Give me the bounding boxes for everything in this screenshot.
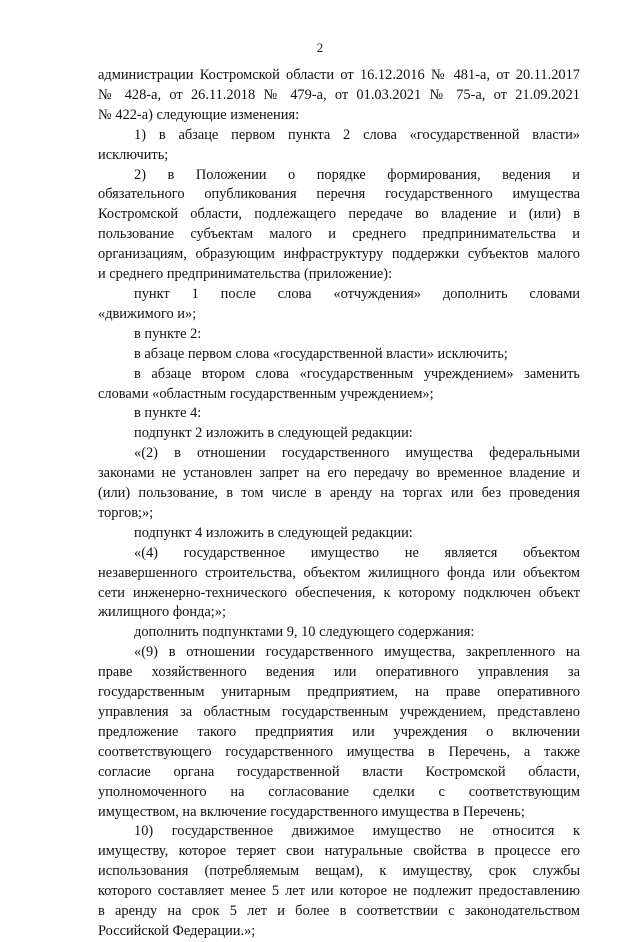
text-line: организациям, образующим инфраструктуру поддержки субъектов малого <box>98 246 580 263</box>
text-line: предложение такого предприятия или учреждения о включении <box>98 723 580 740</box>
text-line: 2) в Положении о порядке формирования, ведения и <box>134 166 580 183</box>
text-line: пункт 1 после слова «отчуждения» дополнить словами <box>134 285 580 302</box>
page-number: 2 <box>316 40 324 55</box>
text-line: 10) государственное движимое имущество не относится к <box>134 823 580 840</box>
text-line: 1) в абзаце первом пункта 2 слова «государственной власти» <box>134 126 580 143</box>
text-line: жилищного фонда;»; <box>98 604 226 621</box>
text-line: пользование субъектам малого и среднего предпринимательства и <box>98 226 580 243</box>
text-line: незавершенного строительства, объектом жилищного фонда или объектом <box>98 564 580 581</box>
text-line: «движимого и»; <box>98 305 197 322</box>
text-line: в абзаце втором слова «государственным учреждением» заменить <box>134 365 580 382</box>
text-line: подпункт 2 изложить в следующей редакции: <box>134 425 413 442</box>
text-line: которого составляет менее 5 лет или которое не подлежит предоставлению <box>98 883 580 900</box>
text-line: в пункте 4: <box>134 405 202 422</box>
text-line: дополнить подпунктами 9, 10 следующего содержания: <box>134 624 475 641</box>
text-line: имуществом, на включение государственного имущества в Перечень; <box>98 803 525 820</box>
text-line: законами не установлен запрет на его передачу во временное владение и <box>98 465 580 482</box>
text-line: «(4) государственное имущество не является объектом <box>134 544 580 561</box>
text-line: сети инженерно-технического обеспечения, к которому подключен объект <box>98 584 580 601</box>
text-line: имуществу, которое теряет свои натуральные свойства в процессе его <box>98 843 580 860</box>
text-line: управления за областным государственным учреждением, представлено <box>98 704 580 720</box>
text-line: согласие органа государственной власти Костромской области, <box>98 763 580 780</box>
text-line: в аренду на срок 5 лет и более в соответствии с законодательством <box>98 903 580 920</box>
text-line: Костромской области, подлежащего передаче во владение и (или) в <box>98 206 580 223</box>
text-line: (или) пользование, в том числе в аренду на торгах или без проведения <box>98 485 580 502</box>
text-line: государственным унитарным предприятием, на праве оперативного <box>98 684 580 701</box>
text-line: «(2) в отношении государственного имущества федеральными <box>134 445 580 462</box>
text-line: администрации Костромской области от 16.12.2016 № 481-а, от 20.11.2017 <box>98 67 580 83</box>
text-line: торгов;»; <box>98 504 154 521</box>
text-line: словами «областным государственным учреждением»; <box>98 385 434 402</box>
document-body <box>98 66 580 942</box>
text-line: «(9) в отношении государственного имущества, закрепленного на <box>134 644 580 661</box>
text-line: исключить; <box>98 146 169 163</box>
text-line: в пункте 2: <box>134 325 202 342</box>
text-line: обязательного опубликования перечня государственного имущества <box>98 186 580 203</box>
text-line: подпункт 4 изложить в следующей редакции: <box>134 524 413 541</box>
text-line: соответствующего государственного имущества в Перечень, а также <box>98 743 580 760</box>
text-line: использования (потребляемым вещам), к имуществу, срок службы <box>98 863 580 880</box>
text-line: и среднего предпринимательства (приложение): <box>98 266 393 283</box>
text-line: Российской Федерации.»; <box>98 922 256 939</box>
text-line: праве хозяйственного ведения или оперативного управления за <box>98 664 580 681</box>
text-line: № 428-а, от 26.11.2018 № 479-а, от 01.03.2021 № 75-а, от 21.09.2021 <box>98 86 580 103</box>
text-line: уполномоченного на согласование сделки с соответствующим <box>98 783 580 800</box>
text-line: в абзаце первом слова «государственной власти» исключить; <box>134 345 508 362</box>
text-line: № 422-а) следующие изменения: <box>98 106 300 123</box>
